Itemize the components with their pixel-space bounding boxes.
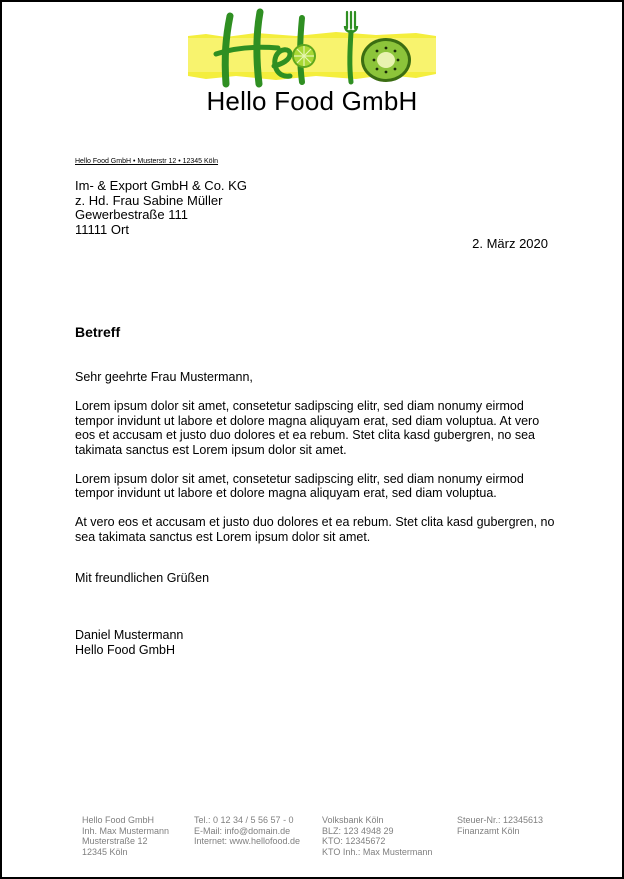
- footer-company-info: [82, 815, 169, 857]
- salutation: Sehr geehrte Frau Mustermann,: [75, 370, 253, 384]
- signature-name: Daniel Mustermann: [75, 628, 184, 642]
- letter-date: 2. März 2020: [472, 236, 548, 251]
- recipient-line: 11111 Ort: [75, 221, 129, 237]
- footer-tax-info: [457, 815, 543, 836]
- footer-line: Finanzamt Köln: [457, 825, 520, 836]
- body-paragraph: Lorem ipsum dolor sit amet, consetetur sadipscing elitr, sed diam nonumy eirmod tempor invidunt ut labore et dolore magna aliquyam erat, sed diam voluptua.: [75, 471, 524, 500]
- footer-line: Musterstraße 12: [82, 836, 148, 846]
- footer-line: Hello Food GmbH: [82, 815, 155, 825]
- letter-body: [75, 370, 555, 559]
- closing-phrase: Mit freundlichen Grüßen: [75, 571, 210, 585]
- footer-line: BLZ: 123 4948 29: [322, 825, 394, 836]
- sender-address-line: Hello Food GmbH • Musterstr 12 • 12345 Köln: [75, 158, 219, 165]
- footer-bank-info: [322, 815, 432, 857]
- recipient-line: Gewerbestraße 111: [75, 207, 188, 222]
- footer-line: KTO Inh.: Max Mustermann: [322, 846, 433, 857]
- footer-line: 12345 Köln: [82, 846, 128, 857]
- kiwi-icon: [361, 38, 411, 82]
- subject-line: Betreff: [75, 324, 121, 340]
- signature-company: Hello Food GmbH: [75, 642, 176, 657]
- signature-block: [75, 628, 183, 657]
- company-name-heading: Hello Food GmbH: [206, 86, 418, 116]
- footer-email: E-Mail: info@domain.de: [194, 825, 291, 836]
- recipient-line: z. Hd. Frau Sabine Müller: [75, 192, 223, 208]
- footer-phone: Tel.: 0 12 34 / 5 56 57 - 0: [194, 815, 294, 825]
- recipient-address: [75, 179, 247, 237]
- body-paragraph: At vero eos et accusam et justo duo dolores et ea rebum. Stet clita kasd gubergren, no sea takimata sanctus est Lorem ipsum dolor sit amet.: [75, 515, 555, 544]
- footer-website: Internet: www.hellofood.de: [194, 836, 301, 846]
- footer-line: KTO: 12345672: [322, 836, 386, 846]
- body-paragraph: Lorem ipsum dolor sit amet, consetetur sadipscing elitr, sed diam nonumy eirmod tempor invidunt ut labore et dolore magna aliquyam erat, sed diam voluptua. At vero eos et accusam et justo duo dolores et ea rebum. Stet clita kasd gubergren, no sea takimata sanctus est Lorem ipsum dolor sit amet.: [75, 399, 540, 457]
- lime-slice-icon: [293, 45, 315, 67]
- footer-line: Volksbank Köln: [322, 815, 384, 825]
- footer-contact-info: [194, 815, 300, 847]
- footer-line: Inh. Max Mustermann: [82, 825, 170, 836]
- footer-line: Steuer-Nr.: 12345613: [457, 815, 544, 825]
- company-logo: [186, 8, 438, 90]
- recipient-line: Im- & Export GmbH & Co. KG: [75, 178, 247, 193]
- logo-graphic: [186, 8, 438, 90]
